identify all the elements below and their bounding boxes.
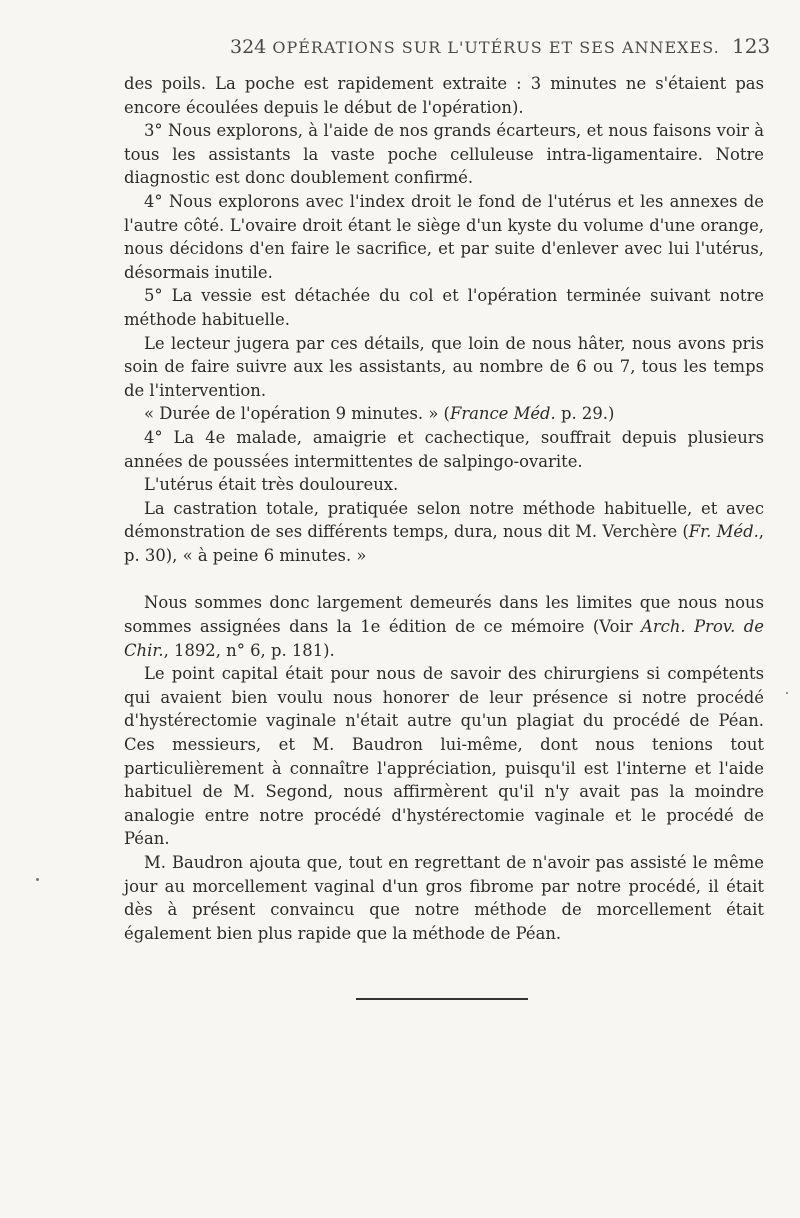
running-head xyxy=(230,36,720,58)
running-head-number: 324 xyxy=(230,36,267,58)
paragraph-text: , p. 30), « à peine 6 minutes. » xyxy=(124,522,764,565)
citation: France Méd. xyxy=(449,404,556,424)
citation: Arch. Prov. de Chir. xyxy=(124,617,764,660)
paragraph: 5° La vessie est détachée du col et l'opération terminée suivant notre méthode habituelle. xyxy=(124,286,764,329)
paragraph-text: La castration totale, pratiquée selon notre méthode habituelle, et avec démonstration de ses différents temps, dura, nous dit M. Verchère ( xyxy=(124,498,764,542)
end-rule xyxy=(356,998,528,1000)
paragraph: 3° Nous explorons, à l'aide de nos grands écarteurs, et nous faisons voir à tous les assistants la vaste poche celluleuse intra-ligamentaire. Notre diagnostic est donc doublement confirmé. xyxy=(124,121,764,188)
paragraph-text: p. 29.) xyxy=(555,404,615,424)
paragraph-text: , 1892, n° 6, p. 181). xyxy=(163,640,335,660)
paragraph: L'utérus était très douloureux. xyxy=(144,475,399,495)
page-number: 123 xyxy=(732,34,771,58)
body-text xyxy=(124,72,764,945)
paragraph xyxy=(124,402,764,426)
paragraph: 4° Nous explorons avec l'index droit le fond de l'utérus et les annexes de l'autre côté. L'ovaire droit étant le siège d'un kyste du volume d'une orange, nous décidons d'en faire le sacrifice, et par suite d'enlever avec lui l'utérus, désormais inutile. xyxy=(124,191,764,282)
paragraph: M. Baudron ajouta que, tout en regrettant de n'avoir pas assisté le même jour au morcellement vaginal d'un gros fibrome par notre procédé, il était dès à présent convaincu que notre méthode de morcellement était également bien plus rapide que la méthode de Péan. xyxy=(124,853,764,943)
paragraph xyxy=(124,591,764,662)
running-head-title: OPÉRATIONS SUR L'UTÉRUS ET SES ANNEXES. xyxy=(272,38,720,57)
paragraph: 4° La 4e malade, amaigrie et cachectique, souffrait depuis plusieurs années de poussées intermittentes de salpingo-ovarite. xyxy=(124,427,764,471)
paragraph: Le point capital était pour nous de savoir des chirurgiens si compétents qui avaient bien voulu nous honorer de leur présence si notre procédé d'hystérectomie vaginale n'était autre qu'un plagiat du procédé de Péan. Ces messieurs, et M. Baudron lui-même, dont nous tenions tout particulièrement à connaître l'appréciation, puisqu'il est l'interne et l'aide habituel de M. Segond, nous affirmèrent qu'il n'y avait pas la moindre analogie entre notre procédé d'hystérectomie vaginale et le procédé de Péan. xyxy=(124,664,764,849)
paragraph: Le lecteur jugera par ces détails, que loin de nous hâter, nous avons pris soin de faire suivre aux les assistants, au nombre de 6 ou 7, tous les temps de l'intervention. xyxy=(124,333,764,400)
paragraph: des poils. La poche est rapidement extraite : 3 minutes ne s'étaient pas encore écoulées depuis le début de l'opération). xyxy=(124,74,764,117)
citation: Fr. Méd. xyxy=(688,522,759,542)
print-speck xyxy=(36,878,39,881)
paragraph-text: Nous sommes donc largement demeurés dans les limites que nous nous sommes assignées dans la 1e édition de ce mémoire (Voir xyxy=(124,593,764,637)
paragraph xyxy=(124,497,764,568)
paragraph-text: « Durée de l'opération 9 minutes. » ( xyxy=(144,404,450,424)
print-speck xyxy=(786,692,788,694)
